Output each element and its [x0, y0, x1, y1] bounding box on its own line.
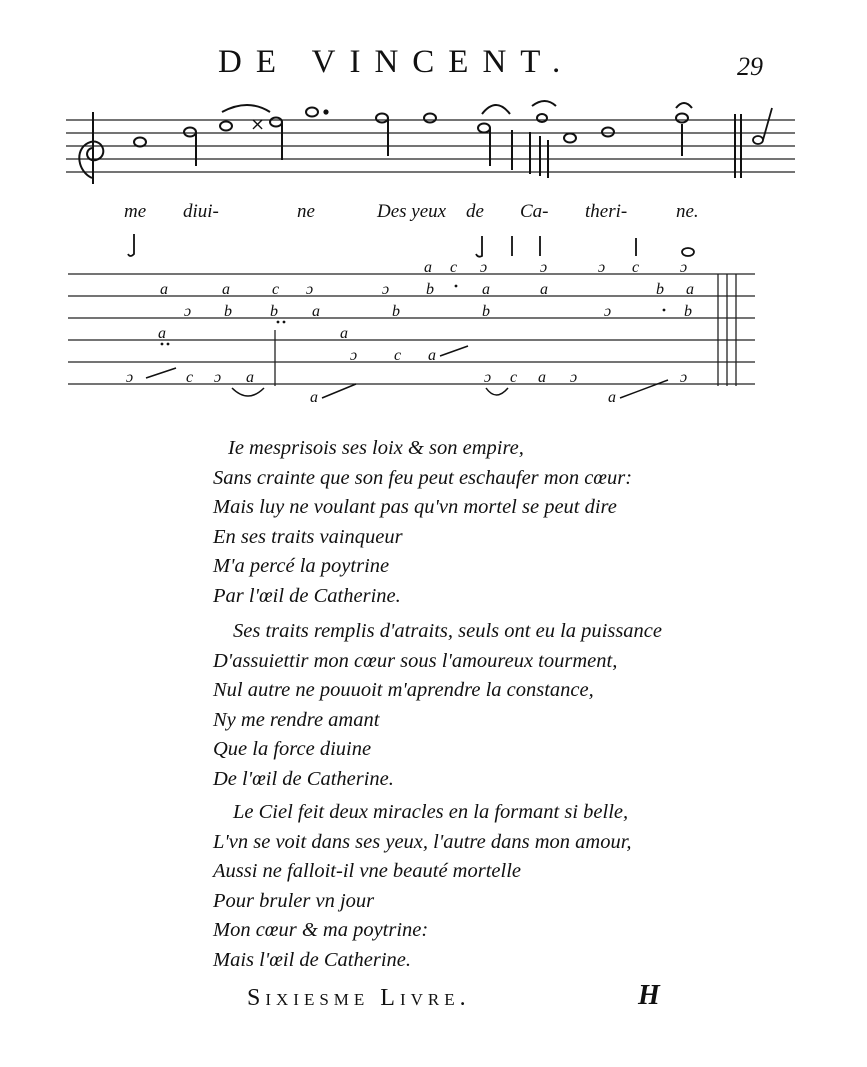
svg-text:ɔ: ɔ: [306, 281, 314, 298]
svg-text:a: a: [160, 281, 168, 298]
svg-text:ɔ: ɔ: [214, 369, 222, 386]
lyric-syllable: Des yeux: [377, 201, 447, 222]
verse-line: Mais luy ne voulant pas qu'vn mortel se peut dire: [213, 496, 617, 518]
verse-line: Mon cœur & ma poytrine:: [213, 919, 429, 941]
svg-text:b: b: [224, 303, 232, 320]
verse-line: Sans crainte que son feu peut eschaufer mon cœur:: [213, 466, 633, 489]
lyric-syllable: theri-: [585, 201, 628, 222]
svg-text:a: a: [158, 325, 166, 342]
verse-line: Ie mesprisois ses loix & son empire,: [228, 437, 524, 459]
verse-line: En ses traits vainqueur: [213, 525, 403, 548]
svg-text:a: a: [246, 369, 254, 386]
svg-text:c: c: [272, 281, 280, 298]
svg-text:a: a: [424, 259, 432, 276]
svg-text:a: a: [310, 389, 318, 406]
svg-text:a: a: [538, 369, 546, 386]
lyric-syllable: Ca-: [520, 201, 549, 222]
signature-mark: H: [638, 980, 660, 1011]
svg-text:c: c: [450, 259, 458, 276]
svg-text:c: c: [186, 369, 194, 386]
svg-text:ɔ: ɔ: [570, 369, 578, 386]
verse-line: Aussi ne falloit-il vne beauté mortelle: [213, 860, 522, 882]
svg-text:a: a: [428, 347, 436, 364]
svg-text:ɔ: ɔ: [680, 259, 688, 276]
svg-text:a: a: [686, 281, 694, 298]
footer-book-title: Sixiesme Livre.: [247, 985, 471, 1011]
stanza-2: [213, 617, 662, 794]
treble-clef-icon: [79, 112, 103, 184]
svg-text:ɔ: ɔ: [540, 259, 548, 276]
svg-text:b: b: [684, 303, 692, 320]
lyric-syllable: de: [466, 201, 484, 222]
svg-text:b: b: [426, 281, 434, 298]
lyric-syllable: me: [124, 201, 147, 222]
svg-text:ɔ: ɔ: [598, 259, 606, 276]
stanza-1: [213, 434, 632, 611]
verse-line: D'assuiettir mon cœur sous l'amoureux tourment,: [213, 649, 618, 672]
svg-text:a: a: [482, 281, 490, 298]
verse-line: Le Ciel feit deux miracles en la formant si belle,: [233, 801, 629, 823]
svg-text:ɔ: ɔ: [484, 369, 492, 386]
svg-text:ɔ: ɔ: [604, 303, 612, 320]
svg-text:a: a: [340, 325, 348, 342]
svg-text:b: b: [482, 303, 490, 320]
svg-text:ɔ: ɔ: [350, 347, 358, 364]
svg-text:ɔ: ɔ: [680, 369, 688, 386]
svg-text:ɔ: ɔ: [184, 303, 192, 320]
verse-line: M'a percé la poytrine: [213, 555, 390, 577]
verse-line: L'vn se voit dans ses yeux, l'autre dans mon amour,: [213, 830, 632, 853]
verse-line: Que la force diuine: [213, 738, 372, 760]
svg-text:ɔ: ɔ: [480, 259, 488, 276]
verse-line: Par l'œil de Catherine.: [213, 584, 401, 607]
lyric-syllable: ne.: [676, 201, 699, 222]
svg-text:c: c: [632, 259, 640, 276]
svg-text:a: a: [222, 281, 230, 298]
stanza-3: [213, 798, 632, 975]
svg-text:c: c: [510, 369, 518, 386]
svg-text:a: a: [540, 281, 548, 298]
svg-text:×: ×: [250, 114, 266, 135]
verse-line: De l'œil de Catherine.: [213, 767, 394, 790]
svg-text:ɔ: ɔ: [126, 369, 134, 386]
page-header-title: DE VINCENT.: [218, 44, 575, 80]
svg-text:ɔ: ɔ: [382, 281, 390, 298]
svg-text:a: a: [312, 303, 320, 320]
svg-text:b: b: [270, 303, 278, 320]
verse-line: Ses traits remplis d'atraits, seuls ont eu la puissance: [233, 620, 662, 642]
verse-line: Pour bruler vn jour: [213, 889, 375, 912]
verse-line: Mais l'œil de Catherine.: [213, 948, 411, 971]
svg-text:b: b: [656, 281, 664, 298]
lyric-syllable: ne: [297, 201, 315, 222]
verse-line: Ny me rendre amant: [213, 708, 380, 731]
svg-text:b: b: [392, 303, 400, 320]
page-number: 29: [737, 52, 763, 81]
verse-line: Nul autre ne pouuoit m'aprendre la constance,: [213, 679, 594, 701]
svg-text:a: a: [608, 389, 616, 406]
lyric-syllable: diui-: [183, 201, 219, 222]
svg-text:c: c: [394, 347, 402, 364]
